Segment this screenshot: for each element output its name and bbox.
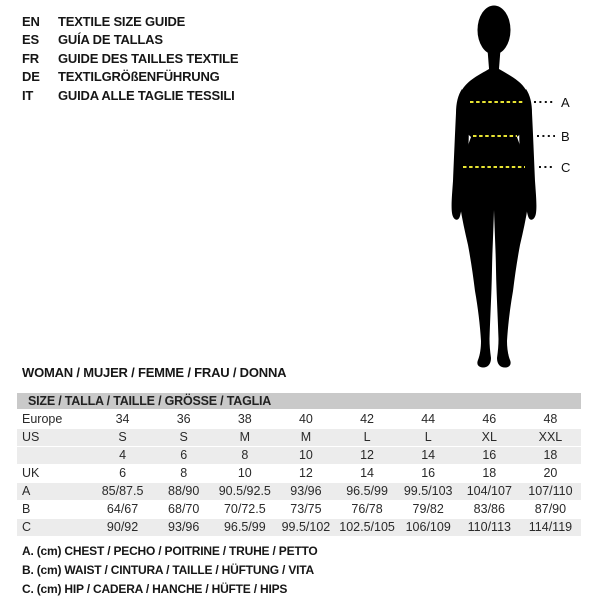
- table-header-bar: SIZE / TALLA / TAILLE / GRÖSSE / TAGLIA: [17, 393, 581, 410]
- legend-hip: C. (cm) HIP / CADERA / HANCHE / HÜFTE / HIPS: [22, 582, 288, 596]
- size-cell: 87/90: [520, 501, 581, 519]
- lang-code: ES: [22, 32, 39, 48]
- lang-title: TEXTILGRÖßENFÜHRUNG: [58, 69, 220, 85]
- size-cell: 83/86: [459, 501, 520, 519]
- size-cell: XXL: [520, 429, 581, 447]
- lang-code: IT: [22, 87, 34, 103]
- lang-code: DE: [22, 69, 40, 85]
- lang-title: TEXTILE SIZE GUIDE: [58, 14, 186, 29]
- size-cell: 85/87.5: [92, 483, 153, 501]
- table-row: [17, 465, 581, 483]
- size-cell: 18: [520, 447, 581, 465]
- marker-b-label: B: [561, 129, 570, 144]
- size-cell: 64/67: [92, 501, 153, 519]
- lang-title: GUIDA ALLE TAGLIE TESSILI: [58, 87, 235, 103]
- lang-code: FR: [22, 50, 39, 66]
- language-title-list: [22, 13, 238, 105]
- size-cell: S: [92, 429, 153, 447]
- table-row: [17, 447, 581, 465]
- list-item: [22, 87, 238, 105]
- size-cell: 8: [153, 465, 214, 483]
- size-cell: 99.5/102: [275, 519, 336, 537]
- section-title: WOMAN / MUJER / FEMME / FRAU / DONNA: [22, 365, 287, 380]
- size-cell: 14: [337, 465, 398, 483]
- table-row: [17, 501, 581, 519]
- row-label: US: [17, 429, 92, 447]
- size-cell: 96.5/99: [214, 519, 275, 537]
- size-cell: 6: [92, 465, 153, 483]
- marker-a-label: A: [561, 95, 570, 110]
- table-row: [17, 429, 581, 447]
- lang-code: EN: [22, 14, 40, 29]
- measurement-legend: [22, 542, 318, 599]
- size-cell: 46: [459, 411, 520, 429]
- size-cell: 12: [275, 465, 336, 483]
- lang-title: GUÍA DE TALLAS: [58, 32, 163, 48]
- size-cell: 34: [92, 411, 153, 429]
- size-cell: 12: [337, 447, 398, 465]
- table-row: [17, 483, 581, 501]
- size-cell: 110/113: [459, 519, 520, 537]
- size-cell: 10: [214, 465, 275, 483]
- table-row: [17, 411, 581, 429]
- size-cell: 114/119: [520, 519, 581, 537]
- size-cell: 99.5/103: [398, 483, 459, 501]
- row-label: C: [17, 519, 92, 537]
- size-cell: 76/78: [337, 501, 398, 519]
- list-item: [22, 13, 238, 31]
- size-cell: 42: [337, 411, 398, 429]
- size-cell: 18: [459, 465, 520, 483]
- legend-chest: A. (cm) CHEST / PECHO / POITRINE / TRUHE / PETTO: [22, 544, 318, 558]
- size-cell: 106/109: [398, 519, 459, 537]
- size-cell: 40: [275, 411, 336, 429]
- size-cell: 48: [520, 411, 581, 429]
- row-label: [17, 447, 92, 465]
- size-cell: 68/70: [153, 501, 214, 519]
- list-item: [22, 31, 238, 49]
- size-cell: 70/72.5: [214, 501, 275, 519]
- table-row: [17, 519, 581, 537]
- size-cell: 93/96: [153, 519, 214, 537]
- size-cell: 90/92: [92, 519, 153, 537]
- size-cell: 38: [214, 411, 275, 429]
- row-label: B: [17, 501, 92, 519]
- size-cell: 73/75: [275, 501, 336, 519]
- size-cell: 102.5/105: [337, 519, 398, 537]
- size-cell: 16: [398, 465, 459, 483]
- size-cell: 14: [398, 447, 459, 465]
- list-item: [22, 50, 238, 68]
- size-cell: XL: [459, 429, 520, 447]
- size-cell: M: [275, 429, 336, 447]
- size-table-body: [17, 411, 581, 537]
- lang-title: GUIDE DES TAILLES TEXTILE: [58, 50, 239, 66]
- size-cell: L: [337, 429, 398, 447]
- list-item: [22, 68, 238, 86]
- size-cell: 107/110: [520, 483, 581, 501]
- size-cell: 79/82: [398, 501, 459, 519]
- size-cell: 36: [153, 411, 214, 429]
- row-label: UK: [17, 465, 92, 483]
- row-label: A: [17, 483, 92, 501]
- size-cell: 20: [520, 465, 581, 483]
- row-label: Europe: [17, 411, 92, 429]
- marker-c-label: C: [561, 160, 571, 175]
- size-cell: 8: [214, 447, 275, 465]
- size-cell: 93/96: [275, 483, 336, 501]
- size-cell: 88/90: [153, 483, 214, 501]
- size-cell: 104/107: [459, 483, 520, 501]
- size-cell: 96.5/99: [337, 483, 398, 501]
- woman-silhouette-icon: [435, 3, 600, 370]
- size-cell: M: [214, 429, 275, 447]
- size-table: [17, 411, 581, 537]
- silhouette-body: [459, 69, 530, 368]
- size-cell: 6: [153, 447, 214, 465]
- size-cell: 90.5/92.5: [214, 483, 275, 501]
- size-cell: L: [398, 429, 459, 447]
- legend-waist: B. (cm) WAIST / CINTURA / TAILLE / HÜFTUNG / VITA: [22, 563, 314, 577]
- size-cell: 10: [275, 447, 336, 465]
- size-cell: 4: [92, 447, 153, 465]
- size-cell: 44: [398, 411, 459, 429]
- size-cell: 16: [459, 447, 520, 465]
- size-cell: S: [153, 429, 214, 447]
